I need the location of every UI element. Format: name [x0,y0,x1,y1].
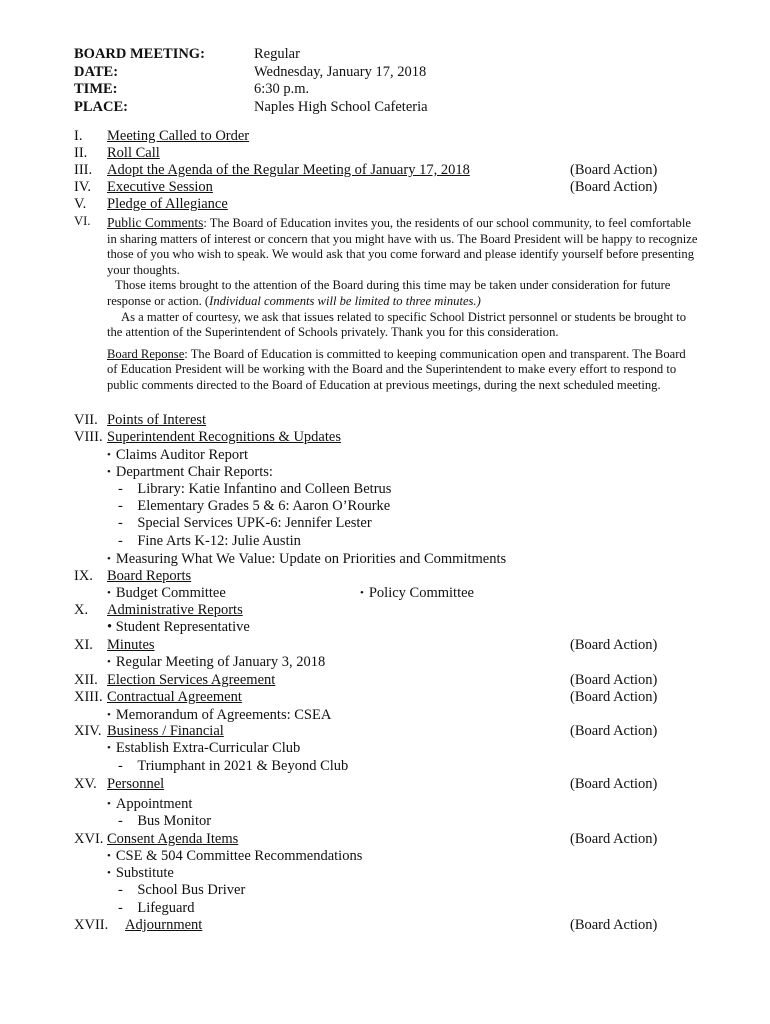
item-number: XII. [74,672,98,688]
item-number: X. [74,602,89,618]
item-number: XV. [74,776,97,792]
item-title: Public Comments [107,215,204,230]
public-comments-consideration: Those items brought to the attention of the Board during this time may be taken under consideration for future response or action. (Individual comments will be limited to three minutes.) [107,278,671,308]
item-title: Executive Session [107,179,213,195]
item-number: VI. [74,214,91,228]
board-action-label: (Board Action) [570,162,658,178]
item-title: Business / Financial [107,723,224,739]
list-item: • Student Representative [107,619,250,635]
board-action-label: (Board Action) [570,637,658,653]
list-item: • Claims Auditor Report [107,447,248,464]
board-action-label: (Board Action) [570,672,658,688]
list-item: • Appointment [107,796,192,813]
board-action-label: (Board Action) [570,776,658,792]
list-item: • Budget Committee [107,585,226,602]
sub-list-item: - Triumphant in 2021 & Beyond Club [118,758,349,774]
list-item: • Regular Meeting of January 3, 2018 [107,654,325,671]
header-label-meeting: BOARD MEETING: [74,46,205,62]
list-item: • Substitute [107,865,174,882]
sub-list-item: - Bus Monitor [118,813,212,829]
item-title: Contractual Agreement [107,689,242,705]
board-action-label: (Board Action) [570,723,658,739]
item-title: Election Services Agreement [107,672,276,688]
item-title: Minutes [107,637,155,653]
list-item: • Memorandum of Agreements: CSEA [107,707,331,724]
sub-list-item: - Special Services UPK-6: Jennifer Lester [118,515,372,531]
list-item: • Establish Extra-Curricular Club [107,740,300,757]
item-title: Meeting Called to Order [107,128,250,144]
header-value-place: Naples High School Cafeteria [254,98,428,115]
sub-list-item: - School Bus Driver [118,882,246,898]
item-number: VIII. [74,429,103,445]
board-action-label: (Board Action) [570,917,658,933]
item-number: XIV. [74,723,102,739]
public-comments-courtesy: As a matter of courtesy, we ask that issues related to specific School District personnel or students be brought to the attention of the Superintendent of Schools privately. Thank you for this consideration. [107,309,687,340]
list-item: • CSE & 504 Committee Recommendations [107,848,362,865]
sub-list-item: - Library: Katie Infantino and Colleen Betrus [118,481,392,497]
item-number: XI. [74,637,93,653]
item-title: Points of Interest [107,412,207,428]
item-title: Pledge of Allegiance [107,196,228,212]
sub-list-item: - Lifeguard [118,900,195,916]
item-number: VII. [74,412,98,428]
item-title: Superintendent Recognitions & Updates [107,429,341,445]
header-label-time: TIME: [74,81,118,97]
list-item: • Policy Committee [360,585,474,602]
item-number: XIII. [74,689,103,705]
item-title: Roll Call [107,145,160,161]
header-label-date: DATE: [74,63,119,80]
board-action-label: (Board Action) [570,689,658,705]
item-title: Board Reports [107,568,192,584]
sub-list-item: - Elementary Grades 5 & 6: Aaron O’Rourke [118,498,391,514]
board-action-label: (Board Action) [570,831,658,847]
item-number: IX. [74,568,93,584]
item-title: Consent Agenda Items [107,831,239,847]
header-value-time: 6:30 p.m. [254,81,310,97]
list-item: • Measuring What We Value: Update on Priorities and Commitments [107,551,506,568]
item-title: Personnel [107,776,165,792]
board-response-label: Board Reponse [107,346,185,361]
public-comments-intro: Public Comments: The Board of Education invites you, the residents of our school community, to feel comfortable in sharing matters of interest or concern that you might have with us. The Board President will be happy to recognize those of you who wish to speak. We would ask that you come forward and please identify yourself before presenting your thoughts. [107,215,698,277]
public-comments-text [107,215,699,394]
item-number: XVII. [74,917,109,933]
item-number: II. [74,145,88,161]
board-action-label: (Board Action) [570,179,658,195]
item-number: XVI. [74,831,104,847]
item-number: III. [74,162,93,178]
item-number: IV. [74,179,92,195]
header-value-date: Wednesday, January 17, 2018 [254,63,427,80]
list-item: • Department Chair Reports: [107,464,273,481]
item-title: Administrative Reports [107,602,243,618]
sub-list-item: - Fine Arts K-12: Julie Austin [118,533,301,549]
header-label-place: PLACE: [74,98,128,115]
board-response: Board Reponse: The Board of Education is committed to keeping communication open and transparent. The Board of Education President will be working with the Board and the Superintendent to make every effort to respond to public comments directed to the Board of Education at previous meetings, during the next scheduled meeting. [107,346,686,392]
item-number: I. [74,128,83,144]
header-value-meeting: Regular [254,46,300,62]
item-title: Adopt the Agenda of the Regular Meeting of January 17, 2018 [107,162,470,178]
item-title: Adjournment [125,917,203,933]
item-number: V. [74,196,87,212]
